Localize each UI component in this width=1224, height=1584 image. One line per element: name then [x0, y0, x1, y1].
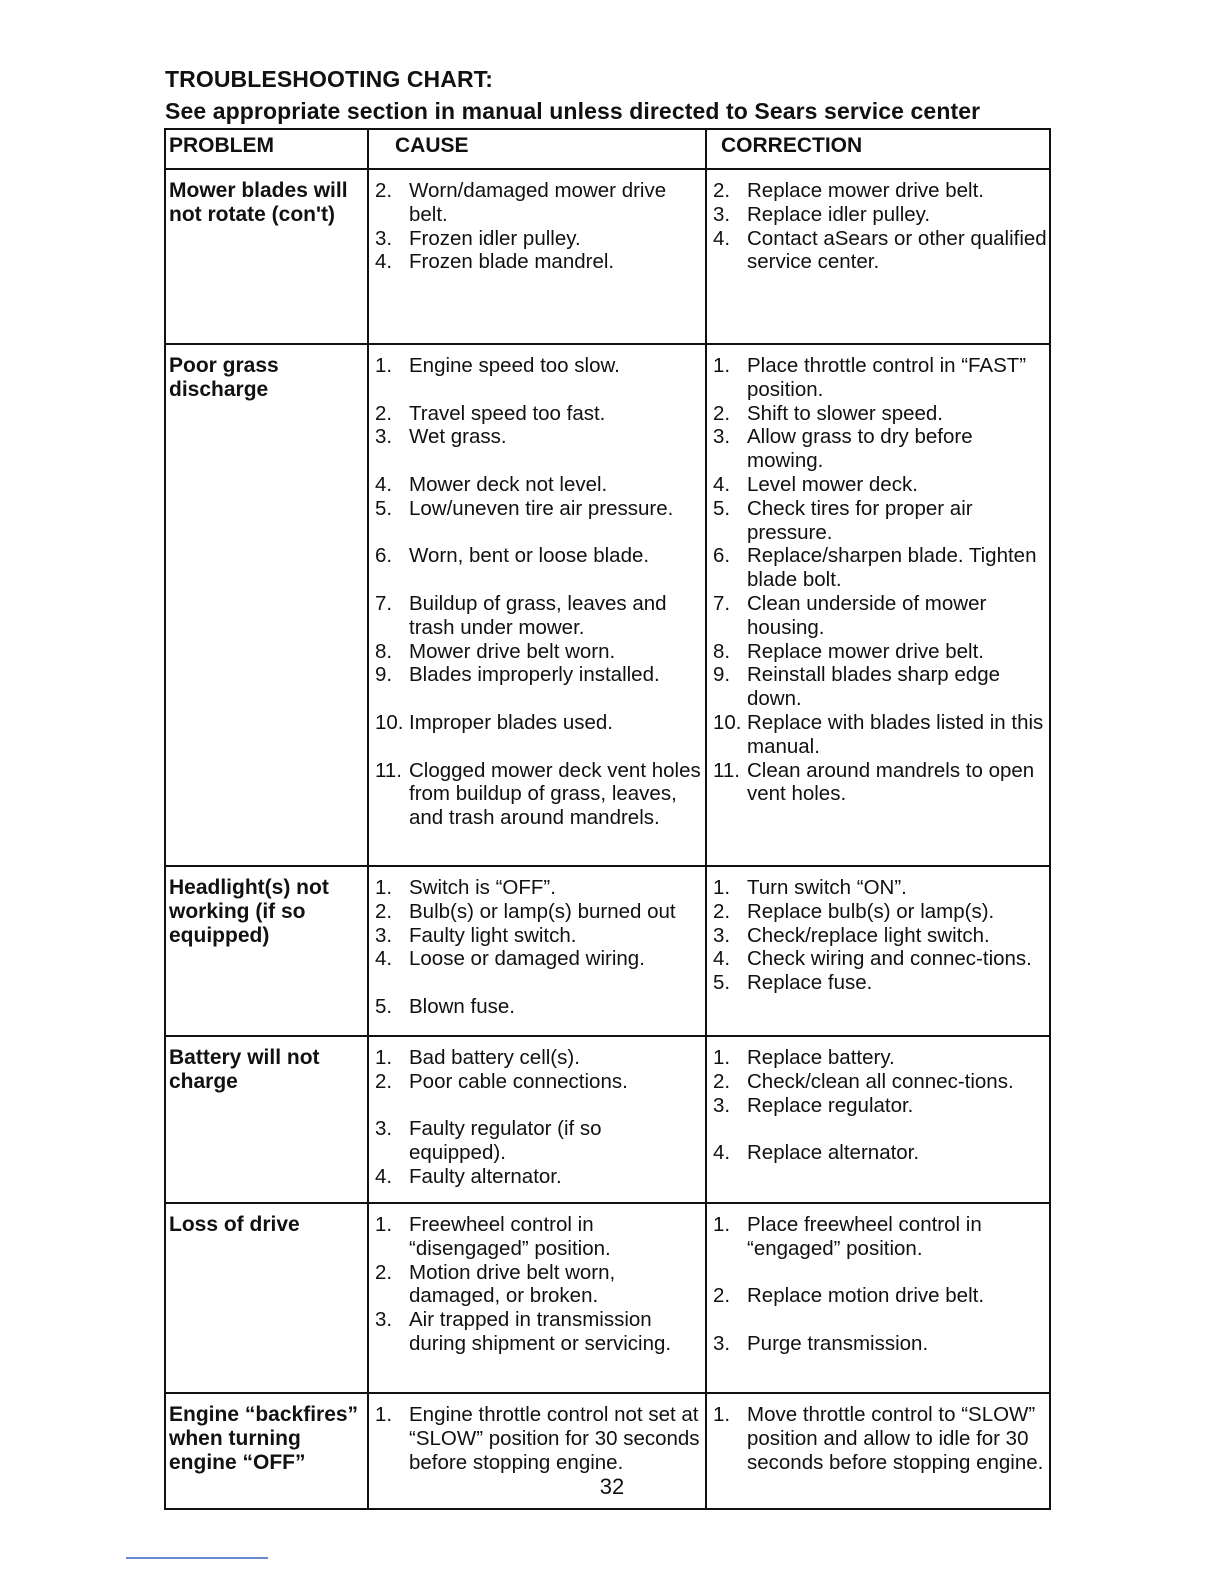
chart-title: TROUBLESHOOTING CHART: — [165, 66, 494, 92]
cause-text: Low/uneven tire air pressure. — [409, 496, 674, 520]
cause-number: 3. — [375, 425, 393, 449]
correction-text: Purge transmission. — [747, 1331, 929, 1355]
correction-text: Replace battery. — [747, 1046, 895, 1069]
cause-text: Improper blades used. — [409, 710, 613, 734]
correction-text: Clean underside of mower housing. — [747, 591, 987, 639]
spacer — [713, 1261, 1047, 1285]
correction-text: Check wiring and connec-tions. — [747, 947, 1032, 971]
page-number: 32 — [599, 1474, 625, 1499]
spacer — [375, 735, 703, 759]
spacer — [713, 1308, 1047, 1332]
correction-number: 2. — [713, 1069, 731, 1093]
correction-text: Move throttle control to “SLOW” position and allow to idle for 30 seconds before stopping engine. — [747, 1403, 1044, 1474]
cause-number: 8. — [375, 639, 393, 663]
correction-item — [713, 947, 1047, 971]
cause-text: Clogged mower deck vent holes from buildup of grass, leaves, and trash around mandrels. — [409, 758, 701, 830]
cause-item — [375, 250, 703, 274]
cause-text: Faulty alternator. — [409, 1164, 562, 1188]
cause-number: 10. — [375, 710, 404, 734]
correction-number: 10. — [713, 710, 742, 734]
cause-text: Faulty regulator (if so equipped). — [409, 1117, 602, 1165]
correction-text: Shift to slower speed. — [747, 401, 943, 425]
correction-cell — [706, 169, 1050, 344]
spacer — [375, 687, 703, 711]
header-problem: PROBLEM — [165, 129, 368, 169]
cause-number: 3. — [375, 923, 393, 947]
cause-item — [375, 1213, 703, 1261]
table-row — [165, 169, 1050, 344]
correction-number: 6. — [713, 544, 731, 568]
correction-item — [713, 663, 1047, 711]
correction-item — [713, 497, 1047, 545]
cause-item — [375, 1165, 703, 1189]
problem-cell: Battery will not charge — [165, 1036, 368, 1203]
cause-item — [375, 1308, 703, 1356]
cause-item — [375, 947, 703, 971]
spacer — [375, 971, 703, 995]
cause-number: 2. — [375, 1069, 393, 1093]
cause-text: Engine throttle control not set at “SLOW” position for 30 seconds before stopping engine. — [409, 1403, 700, 1474]
correction-text: Check/clean all connec-tions. — [747, 1069, 1014, 1093]
problem-cell: Mower blades will not rotate (con't) — [165, 169, 368, 344]
table-row — [165, 1203, 1050, 1393]
cause-cell — [368, 1203, 706, 1393]
correction-number: 4. — [713, 1141, 731, 1165]
table-row — [165, 1036, 1050, 1203]
correction-item — [713, 1046, 1047, 1070]
correction-number: 2. — [713, 179, 731, 202]
correction-item — [713, 640, 1047, 664]
cause-item — [375, 1046, 703, 1070]
cause-number: 1. — [375, 1046, 393, 1069]
cause-number: 5. — [375, 496, 393, 520]
problem-cell: Poor grass discharge — [165, 344, 368, 866]
correction-text: Check/replace light switch. — [747, 923, 990, 947]
spacer — [375, 378, 703, 402]
problem-cell: Engine “backfires” when turning engine “OFF” — [165, 1393, 368, 1509]
cause-text: Buildup of grass, leaves and trash under mower. — [409, 591, 667, 639]
correction-number: 3. — [713, 202, 731, 226]
cause-item — [375, 1117, 703, 1165]
correction-item — [713, 1141, 1047, 1165]
cause-number: 2. — [375, 179, 393, 202]
correction-cell — [706, 1036, 1050, 1203]
cause-number: 2. — [375, 899, 393, 923]
spacer — [713, 1117, 1047, 1141]
cause-text: Poor cable connections. — [409, 1069, 628, 1093]
cause-text: Freewheel control in “disengaged” position. — [409, 1213, 611, 1260]
cause-text: Worn/damaged mower drive belt. — [409, 179, 667, 226]
cause-item — [375, 179, 703, 227]
correction-text: Replace idler pulley. — [747, 202, 931, 226]
cause-number: 3. — [375, 1117, 393, 1141]
correction-text: Place throttle control in “FAST” position. — [747, 354, 1027, 401]
correction-text: Replace regulator. — [747, 1093, 914, 1117]
cause-number: 3. — [375, 1308, 393, 1332]
correction-text: Replace motion drive belt. — [747, 1284, 985, 1308]
correction-number: 4. — [713, 226, 731, 250]
cause-cell — [368, 344, 706, 866]
spacer — [375, 1094, 703, 1118]
cause-item — [375, 402, 703, 426]
correction-number: 1. — [713, 1046, 731, 1069]
spacer — [375, 449, 703, 473]
cause-text: Mower deck not level. — [409, 472, 608, 496]
correction-number: 4. — [713, 472, 731, 496]
cause-number: 1. — [375, 876, 393, 899]
correction-number: 5. — [713, 971, 731, 995]
cause-number: 4. — [375, 472, 393, 496]
cause-item — [375, 900, 703, 924]
cause-text: Frozen blade mandrel. — [409, 250, 615, 274]
cause-item — [375, 354, 703, 378]
cause-text: Wet grass. — [409, 425, 507, 449]
cause-text: Motion drive belt worn, damaged, or broken. — [409, 1260, 616, 1308]
correction-number: 1. — [713, 876, 731, 899]
correction-text: Replace mower drive belt. — [747, 639, 984, 663]
spacer — [375, 521, 703, 545]
correction-number: 1. — [713, 354, 731, 377]
correction-item — [713, 924, 1047, 948]
correction-number: 3. — [713, 1331, 731, 1355]
header-correction: CORRECTION — [706, 129, 1050, 169]
correction-item — [713, 711, 1047, 759]
cause-number: 6. — [375, 544, 393, 568]
correction-item — [713, 1213, 1047, 1261]
correction-item — [713, 876, 1047, 900]
cause-number: 1. — [375, 1403, 393, 1426]
correction-cell — [706, 344, 1050, 866]
correction-number: 1. — [713, 1403, 731, 1426]
table-row — [165, 866, 1050, 1036]
correction-text: Level mower deck. — [747, 472, 918, 496]
cause-item — [375, 995, 703, 1019]
cause-item — [375, 425, 703, 449]
cause-number: 7. — [375, 591, 393, 615]
correction-number: 1. — [713, 1213, 731, 1236]
cause-text: Bad battery cell(s). — [409, 1046, 580, 1069]
correction-item — [713, 1284, 1047, 1308]
correction-number: 3. — [713, 1093, 731, 1117]
correction-item — [713, 759, 1047, 807]
cause-item — [375, 227, 703, 251]
cause-number: 9. — [375, 663, 393, 687]
cause-number: 2. — [375, 401, 393, 425]
correction-item — [713, 179, 1047, 203]
correction-item — [713, 227, 1047, 275]
footer-rule — [126, 1557, 268, 1559]
correction-number: 5. — [713, 496, 731, 520]
cause-number: 5. — [375, 994, 393, 1018]
troubleshooting-table — [164, 128, 1051, 1510]
cause-item — [375, 759, 703, 830]
correction-text: Turn switch “ON”. — [747, 876, 907, 899]
correction-number: 11. — [713, 758, 740, 782]
correction-item — [713, 544, 1047, 592]
cause-text: Air trapped in transmission during shipment or servicing. — [409, 1308, 672, 1355]
correction-text: Reinstall blades sharp edge down. — [747, 663, 1000, 711]
correction-number: 4. — [713, 947, 731, 971]
correction-item — [713, 971, 1047, 995]
cause-item — [375, 663, 703, 687]
cause-item — [375, 544, 703, 568]
correction-text: Replace/sharpen blade. Tighten blade bolt. — [747, 544, 1037, 592]
problem-cell: Loss of drive — [165, 1203, 368, 1393]
correction-item — [713, 1332, 1047, 1356]
correction-number: 3. — [713, 923, 731, 947]
cause-text: Travel speed too fast. — [409, 401, 606, 425]
correction-text: Replace alternator. — [747, 1141, 920, 1165]
correction-number: 7. — [713, 591, 731, 615]
cause-number: 4. — [375, 250, 393, 274]
chart-subtitle: See appropriate section in manual unless directed to Sears service center — [165, 98, 981, 124]
cause-number: 3. — [375, 226, 393, 250]
cause-item — [375, 711, 703, 735]
correction-item — [713, 1094, 1047, 1118]
cause-text: Faulty light switch. — [409, 923, 577, 947]
correction-item — [713, 900, 1047, 924]
cause-item — [375, 876, 703, 900]
cause-number: 11. — [375, 758, 402, 782]
correction-text: Replace with blades listed in this manual. — [747, 710, 1044, 758]
cause-item — [375, 497, 703, 521]
cause-item — [375, 1070, 703, 1094]
cause-text: Blown fuse. — [409, 994, 515, 1018]
correction-number: 9. — [713, 663, 731, 687]
header-cause: CAUSE — [368, 129, 706, 169]
cause-text: Mower drive belt worn. — [409, 639, 616, 663]
table-row — [165, 344, 1050, 866]
correction-text: Contact aSears or other qualified service center. — [747, 226, 1047, 274]
cause-text: Worn, bent or loose blade. — [409, 544, 650, 568]
cause-item — [375, 473, 703, 497]
cause-number: 2. — [375, 1260, 393, 1284]
cause-item — [375, 592, 703, 640]
cause-text: Frozen idler pulley. — [409, 226, 581, 250]
correction-item — [713, 473, 1047, 497]
correction-item — [713, 1070, 1047, 1094]
correction-item — [713, 592, 1047, 640]
cause-item — [375, 1261, 703, 1309]
correction-number: 2. — [713, 1284, 731, 1308]
cause-text: Loose or damaged wiring. — [409, 947, 645, 971]
cause-item — [375, 640, 703, 664]
cause-number: 4. — [375, 947, 393, 971]
correction-item — [713, 354, 1047, 402]
correction-cell — [706, 1203, 1050, 1393]
correction-item — [713, 425, 1047, 473]
correction-text: Allow grass to dry before mowing. — [747, 425, 973, 473]
correction-text: Clean around mandrels to open vent holes. — [747, 758, 1035, 806]
cause-text: Switch is “OFF”. — [409, 876, 556, 899]
spacer — [375, 568, 703, 592]
correction-text: Replace mower drive belt. — [747, 179, 984, 202]
cause-text: Blades improperly installed. — [409, 663, 660, 687]
correction-number: 2. — [713, 401, 731, 425]
correction-number: 2. — [713, 899, 731, 923]
correction-text: Check tires for proper air pressure. — [747, 496, 973, 544]
correction-item — [713, 1403, 1047, 1474]
cause-cell — [368, 1036, 706, 1203]
correction-number: 3. — [713, 425, 731, 449]
cause-cell — [368, 169, 706, 344]
correction-text: Replace fuse. — [747, 971, 873, 995]
header-row — [165, 129, 1050, 169]
cause-number: 1. — [375, 354, 393, 377]
correction-number: 8. — [713, 639, 731, 663]
cause-number: 4. — [375, 1164, 393, 1188]
cause-cell — [368, 866, 706, 1036]
cause-item — [375, 1403, 703, 1474]
problem-cell: Headlight(s) not working (if so equipped) — [165, 866, 368, 1036]
correction-cell — [706, 866, 1050, 1036]
cause-text: Engine speed too slow. — [409, 354, 620, 377]
correction-item — [713, 402, 1047, 426]
cause-text: Bulb(s) or lamp(s) burned out — [409, 899, 676, 923]
correction-item — [713, 203, 1047, 227]
cause-item — [375, 924, 703, 948]
correction-text: Replace bulb(s) or lamp(s). — [747, 899, 995, 923]
correction-text: Place freewheel control in “engaged” position. — [747, 1213, 982, 1260]
cause-number: 1. — [375, 1213, 393, 1236]
